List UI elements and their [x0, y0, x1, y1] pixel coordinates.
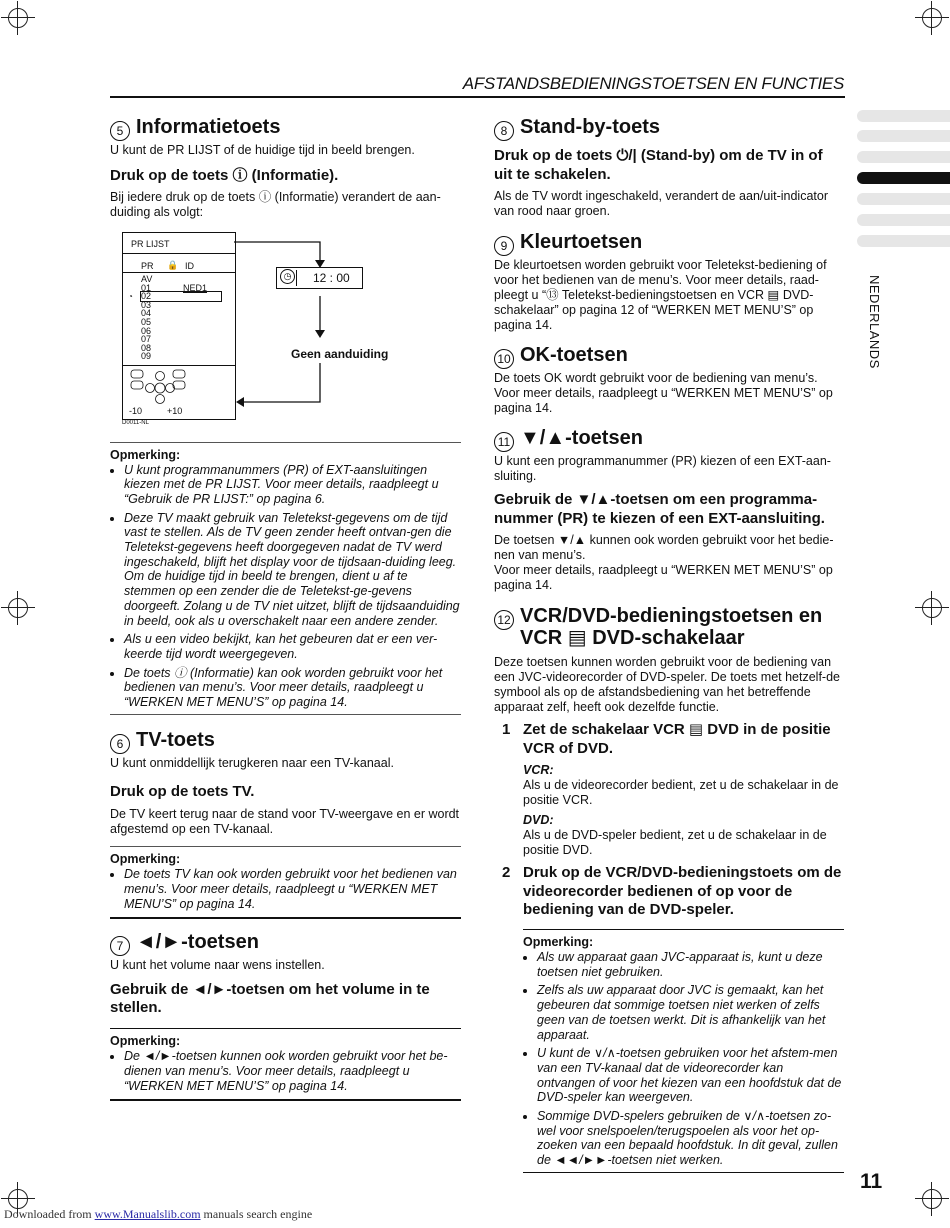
note-rule-bottom: [110, 917, 461, 919]
section-number: 8: [494, 121, 514, 141]
pr-column-header: PR: [141, 261, 154, 271]
note-rule-top: [110, 442, 461, 443]
clock-icon: ◔: [128, 292, 133, 301]
section-6-title: [110, 729, 461, 752]
note-item: • Sommige DVD-spelers gebruiken de ∨/∧-toetsen zo-wel voor snelspoelen/terugspoelen als voor het op-zoeken van een bepaald hoofdstuk. In dit geval, zullen de ◄◄/►►-toetsen niet werken.: [537, 1109, 844, 1168]
section-5-intro: U kunt de PR LIJST of de huidige tijd in beeld brengen.: [110, 143, 415, 157]
pr-row: 08: [141, 342, 152, 353]
pr-row: 07: [141, 334, 152, 345]
section-number: 5: [110, 121, 130, 141]
note-rule-bottom: [523, 1172, 844, 1174]
section-11-body-2: Voor meer details, raadpleegt u “WERKEN MET MENU’S” op pagina 14.: [494, 563, 833, 592]
step-1-text: Zet de schakelaar VCR ▤ DVD in de positie VCR of DVD.: [523, 721, 831, 757]
section-5-notes: [110, 463, 461, 710]
section-title-text: ▼/▲-toetsen: [520, 427, 643, 449]
section-title-text: Informatietoets: [136, 116, 281, 138]
section-10-title: [494, 344, 844, 367]
header-rule: [110, 96, 845, 98]
note-rule-bottom: [110, 1099, 461, 1101]
diagram-flow-arrows: [234, 238, 330, 410]
note-rule-top: [523, 929, 844, 931]
section-title-text: Stand-by-toets: [520, 116, 660, 138]
section-number: 12: [494, 610, 514, 630]
note-item: • De toets ⓘ (Informatie) kan ook worden gebruikt voor het bedienen van menu’s. Voor meer details, raadpleegt u “WERKEN MET MENU’S” op pagina 14.: [124, 666, 461, 710]
section-number: 9: [494, 236, 514, 256]
section-11-title: [494, 427, 844, 450]
section-6-lead: Druk op de toets TV.: [110, 782, 255, 800]
pr-row: 04: [141, 308, 152, 319]
section-11-intro: U kunt een programmanummer (PR) kiezen of een EXT-aan-sluiting.: [494, 454, 831, 483]
side-tab-1: [857, 110, 950, 122]
vcr-label: VCR:: [523, 763, 554, 777]
step-number: 1: [502, 721, 511, 738]
pr-row: 01: [141, 282, 152, 293]
note-item: • Zelfs als uw apparaat door JVC is gemaakt, kan het gebeuren dat sommige toetsen niet werken of zelfs geen van de toetsen werkt. Dit is afhankelijk van het apparaat.: [537, 983, 844, 1042]
note-rule-top: [110, 1028, 461, 1030]
remote-keys-illustration: [129, 369, 203, 409]
pr-row: 05: [141, 316, 152, 327]
no-display-label: Geen aanduiding: [291, 347, 389, 361]
diagram-divider: [123, 272, 235, 273]
section-11-lead: Gebruik de ▼/▲-toetsen om een programma-nummer (PR) te kiezen of een EXT-aansluiting.: [494, 491, 825, 527]
registration-mark-mid-left: [1, 591, 35, 625]
section-8-body: Als de TV wordt ingeschakeld, verandert de aan/uit-indicator van rood naar groen.: [494, 189, 828, 218]
note-item: • U kunt programmanummers (PR) of EXT-aansluitingen kiezen met de PR LIJST. Voor meer details, raadpleegt u “Gebruik de PR LIJST:” op pagina 6.: [124, 463, 461, 507]
note-item: • U kunt de ∨/∧-toetsen gebruiken voor het afstem-men van een TV-kanaal dat de videorecorder kan ontvangen of voor het kiezen van een hoofdstuk dat de DVD-speler kan weergeven.: [537, 1046, 844, 1105]
note-item: • De ◄/►-toetsen kunnen ook worden gebruikt voor het be-dienen van menu’s. Voor meer details, raadpleegt u “WERKEN MET MENU’S” op pagina 14.: [124, 1049, 461, 1093]
diagram-divider: [123, 253, 235, 254]
section-8-lead: Druk op de toets ⏻/| (Stand-by) om de TV in of uit te schakelen.: [494, 147, 823, 183]
note-item: • Als u een video bekijkt, kan het gebeuren dat er een ver-keerde tijd wordt weergegeven.: [124, 632, 461, 661]
registration-mark-top-left: [1, 1, 35, 35]
section-title-text: TV-toets: [136, 728, 215, 751]
pr-row: 09: [141, 351, 152, 362]
note-rule-bottom: [110, 714, 461, 715]
section-9-body: De kleurtoetsen worden gebruikt voor Teletekst-bediening of voor het bedienen van de menu’s. Voor meer details, raad-pleegt u “⑬ Teletekst-bedieningstoetsen en VCR ▤ DVD-schakelaar” op pagina 12 of “WERKEN MET MENU’S” op pagina 14.: [494, 258, 827, 332]
section-12-body: Deze toetsen kunnen worden gebruikt voor de bediening van een JVC-videorecorder of DVD-speler. De toets met hetzelf-de symbool als op de afstandsbediening van het betreffende apparaat zelf, heeft ook dezelfde functie.: [494, 655, 840, 714]
side-tab-2: [857, 130, 950, 142]
section-7-note-title: Opmerking:: [110, 1034, 181, 1049]
pr-rows: [141, 275, 221, 361]
step-1: [494, 721, 844, 858]
section-title-text: OK-toetsen: [520, 344, 628, 366]
section-9-title: [494, 231, 844, 254]
section-6-body: De TV keert terug naar de stand voor TV-weergave en er wordt afgestemd op een TV-kanaal.: [110, 807, 460, 837]
section-number: 11: [494, 432, 514, 452]
section-number: 6: [110, 734, 130, 754]
clock-icon: ◷: [280, 269, 295, 284]
time-value: 12 : 00: [313, 271, 350, 285]
section-5-lead: Druk op de toets ⓘ (Informatie).: [110, 167, 339, 184]
note-item: • De toets TV kan ook worden gebruikt voor het bedienen van menu’s. Voor meer details, raadpleegt u “WERKEN MET MENU’S” op pagina 14.: [124, 867, 461, 911]
section-5-title: [110, 116, 461, 139]
section-5-body: Bij iedere druk op de toets ⓘ (Informatie) verandert de aan-duiding als volgt:: [110, 189, 441, 219]
side-tab-7: [857, 235, 950, 247]
lock-icon: 🔒: [167, 260, 179, 270]
dvd-text: Als u de DVD-speler bedient, zet u de schakelaar in de positie DVD.: [523, 828, 827, 857]
side-tab-5: [857, 193, 950, 205]
side-tab-6: [857, 214, 950, 226]
section-7-notes: [110, 1049, 461, 1093]
section-title-text: Kleurtoetsen: [520, 231, 643, 253]
section-12-notes: [523, 950, 844, 1168]
section-11-body-1: De toetsen ▼/▲ kunnen ook worden gebruikt voor het bedie-nen van menu’s.: [494, 533, 834, 562]
step-number: 2: [502, 864, 511, 881]
section-5-note-title: Opmerking:: [110, 447, 181, 462]
section-7-title: [110, 931, 461, 954]
diagram-code: D0011-NL: [122, 420, 149, 426]
registration-mark-top-right: [915, 1, 949, 35]
registration-mark-bottom-right: [915, 1182, 949, 1216]
pr-row: 02: [141, 292, 221, 301]
section-title-text: ◄/►-toetsen: [136, 930, 259, 953]
step-2-text: Druk op de VCR/DVD-bedieningstoets om de videorecorder bedienen of op voor de bediening van de DVD-speler.: [523, 864, 842, 918]
channel-id-value: NED1: [183, 283, 208, 293]
vcr-text: Als u de videorecorder bedient, zet u de schakelaar in de positie VCR.: [523, 778, 839, 807]
side-language-label: NEDERLANDS: [867, 275, 882, 369]
registration-mark-mid-right: [915, 591, 949, 625]
note-item: • Als uw apparaat gaan JVC-apparaat is, kunt u deze toetsen niet gebruiken.: [537, 950, 844, 979]
time-display-box: [276, 267, 363, 289]
right-column: [494, 116, 844, 1173]
section-7-intro: U kunt het volume naar wens instellen.: [110, 957, 325, 972]
volume-min-label: -10: [129, 406, 143, 416]
page-header-title: AFSTANDSBEDIENINGSTOETSEN EN FUNCTIES: [462, 74, 844, 93]
pr-row: AV: [141, 274, 153, 284]
volume-max-label: +10: [167, 406, 183, 416]
id-column-header: ID: [185, 261, 194, 271]
diagram-divider: [123, 365, 235, 366]
step-2: [494, 864, 844, 1173]
pr-row: 03: [141, 299, 152, 310]
pr-list-diagram: [122, 232, 236, 420]
box-divider: [296, 270, 297, 286]
note-rule-top: [110, 846, 461, 847]
footer-suffix: manuals search engine: [200, 1207, 313, 1221]
footer-prefix: Downloaded from: [4, 1207, 95, 1221]
section-7-lead: Gebruik de ◄/►-toetsen om het volume in te stellen.: [110, 980, 430, 1017]
page-number: 11: [860, 1170, 883, 1193]
side-tab-3: [857, 151, 950, 163]
section-title-text: VCR/DVD-bedieningstoetsen en VCR ▤ DVD-schakelaar: [520, 605, 823, 649]
section-number: 7: [110, 936, 130, 956]
section-8-title: [494, 116, 844, 139]
pr-row: 06: [141, 325, 152, 336]
section-12-title: [494, 605, 844, 649]
pr-list-title: PR LIJST: [131, 239, 170, 249]
section-6-note-title: Opmerking:: [110, 852, 181, 867]
footer-download-line: [4, 1207, 312, 1222]
dvd-label: DVD:: [523, 813, 554, 827]
section-12-note-title: Opmerking:: [523, 935, 594, 949]
side-tab-active: [857, 172, 950, 184]
section-6-notes: [110, 867, 461, 911]
section-10-body: De toets OK wordt gebruikt voor de bediening van menu’s. Voor meer details, raadpleegt u “WERKEN MET MENU’S” op pagina 14.: [494, 371, 833, 415]
note-item: • Deze TV maakt gebruik van Teletekst-gegevens om de tijd vast te stellen. Als de TV geen zender heeft ontvan-gen die Teletekst-gegevens heeft doorgegeven nadat de TV werd ingeschakeld, blijft het display voor de tijdsaan-duiding leeg. Om de huidige tijd in beeld te brengen, dient u af te stemmen op een zender die de Teletekst-ge-gevens doorgeeft. Zolang u de TV niet uitzet, blijft de tijdsaanduiding in beeld, ook als u overschakelt naar een andere zender.: [124, 511, 461, 629]
section-number: 10: [494, 349, 514, 369]
section-6-intro: U kunt onmiddellijk terugkeren naar een TV-kanaal.: [110, 755, 394, 770]
footer-link[interactable]: www.Manualslib.com: [94, 1207, 201, 1221]
